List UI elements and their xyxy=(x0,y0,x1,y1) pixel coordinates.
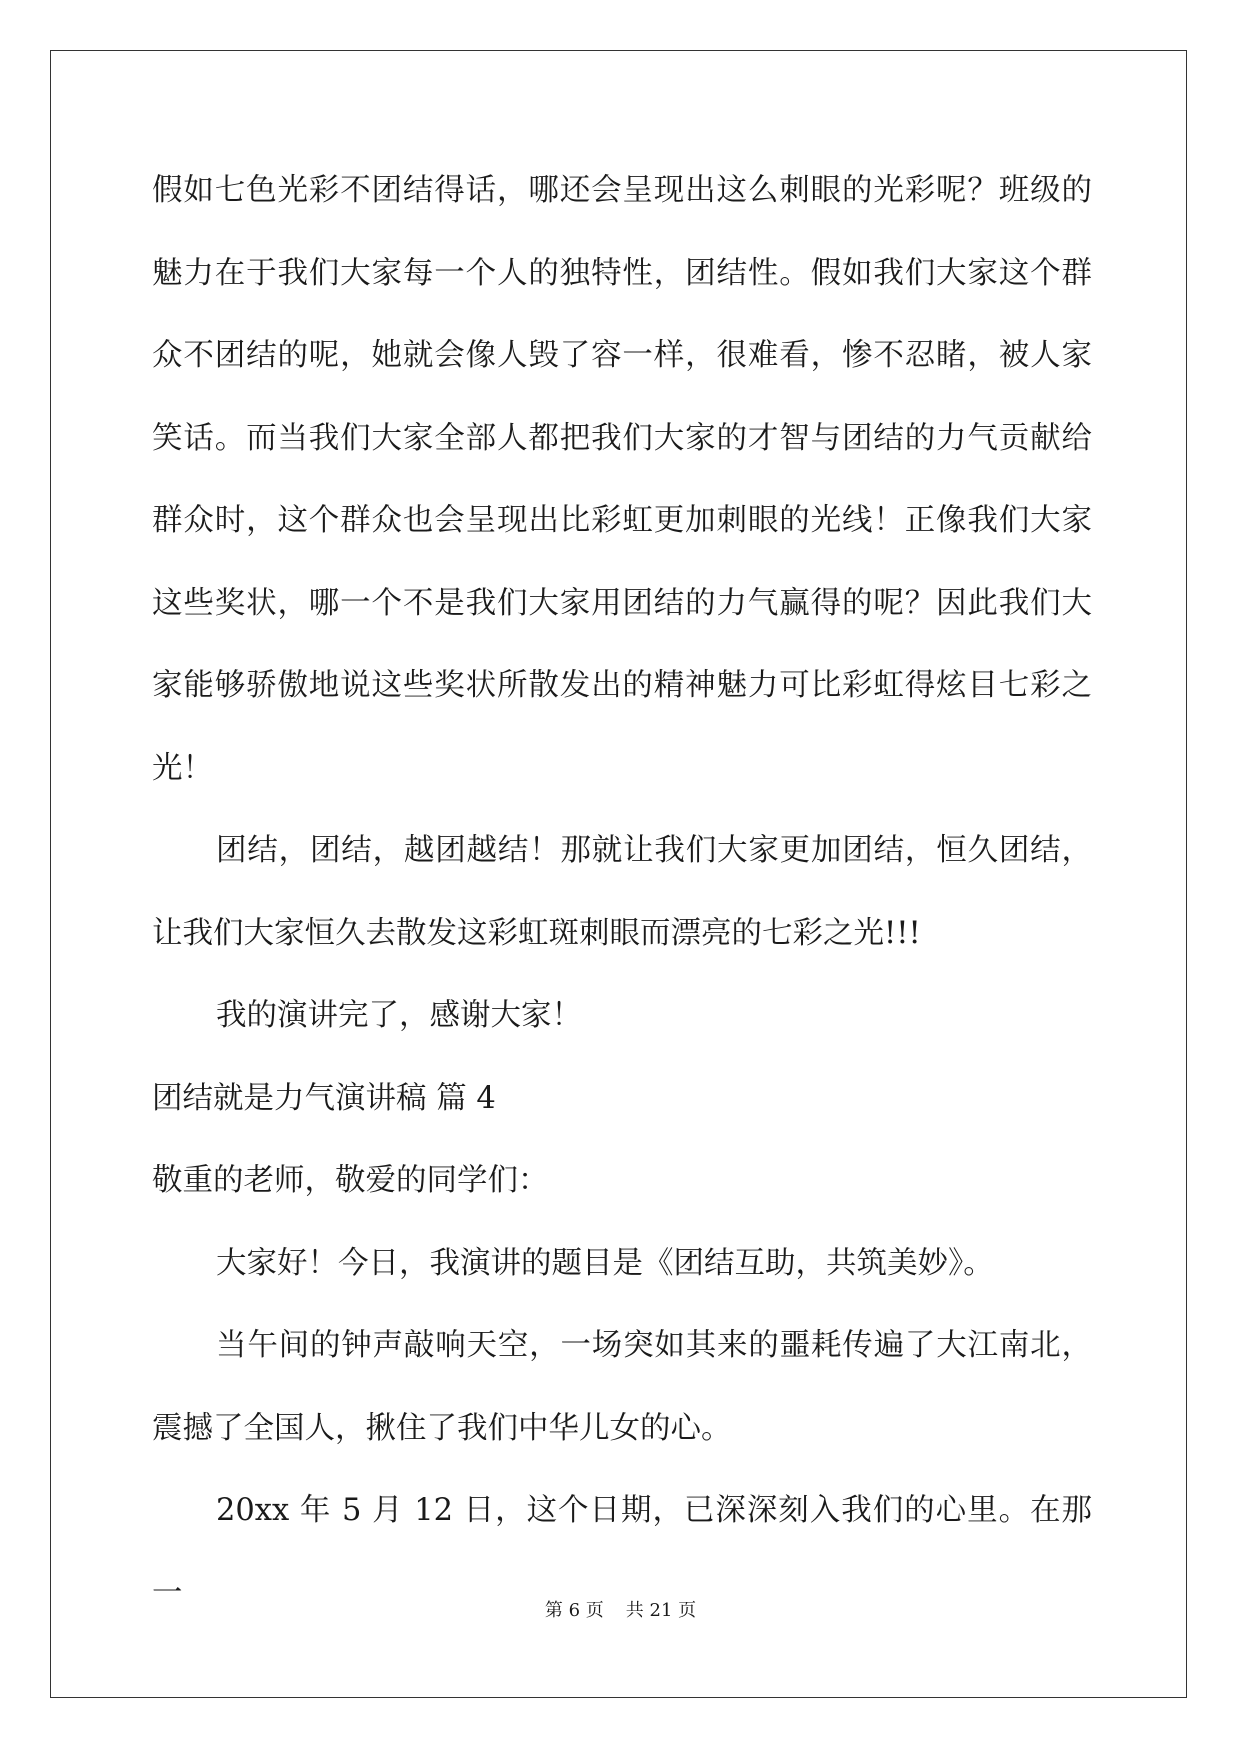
paragraph-1: 假如七色光彩不团结得话，哪还会呈现出这么刺眼的光彩呢？班级的魅力在于我们大家每一个人的独特性，团结性。假如我们大家这个群众不团结的呢，她就会像人毁了容一样，很难看，惨不忍睹，被人家笑话。而当我们大家全部人都把我们大家的才智与团结的力气贡献给群众时，这个群众也会呈现出比彩虹更加刺眼的光线！正像我们大家这些奖状，哪一个不是我们大家用团结的力气赢得的呢？因此我们大家能够骄傲地说这些奖状所散发出的精神魅力可比彩虹得炫目七彩之光！ xyxy=(152,173,1092,786)
salutation: 敬重的老师，敬爱的同学们： xyxy=(152,1163,549,1198)
paragraph-6: 20xx 年 5 月 12 日，这个日期，已深深刻入我们的心里。在那一 xyxy=(152,1493,1092,1611)
paragraph-3: 我的演讲完了，感谢大家！ xyxy=(216,998,582,1033)
page-number: 第 6 页 xyxy=(544,1600,604,1621)
paragraph-4: 大家好！今日，我演讲的题目是《团结互助，共筑美妙》。 xyxy=(216,1245,994,1281)
section-heading: 团结就是力气演讲稿 篇 4 xyxy=(152,1080,496,1116)
page-total: 共 21 页 xyxy=(625,1600,697,1621)
document-body xyxy=(152,150,1092,1635)
page-footer xyxy=(0,1596,1241,1622)
paragraph-5: 当午间的钟声敲响天空，一场突如其来的噩耗传遍了大江南北，震撼了全国人，揪住了我们中华儿女的心。 xyxy=(152,1328,1092,1446)
paragraph-2: 团结，团结，越团越结！那就让我们大家更加团结，恒久团结，让我们大家恒久去散发这彩虹斑刺眼而漂亮的七彩之光!!! xyxy=(152,833,1092,951)
